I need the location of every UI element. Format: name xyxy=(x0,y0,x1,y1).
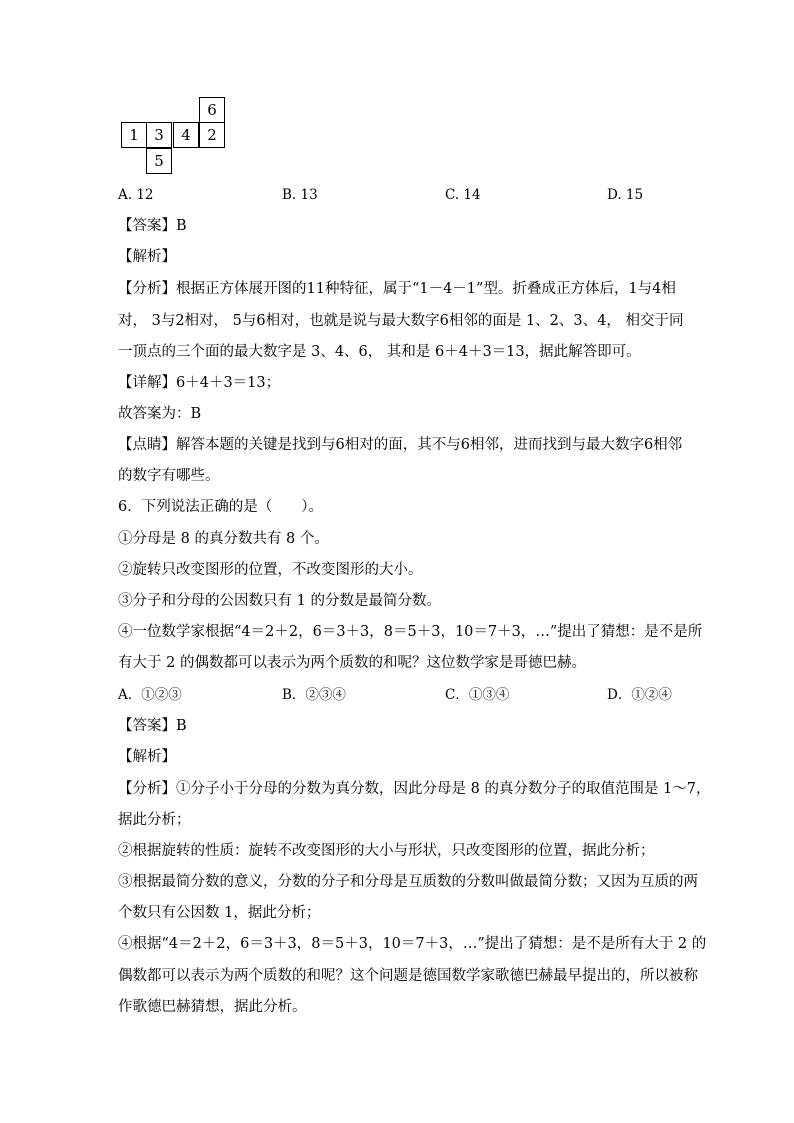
q6-fenxi-2: ②根据旋转的性质：旋转不改变图形的大小与形状，只改变图形的位置，据此分析； xyxy=(118,843,655,859)
q5-analysis-title: 【解析】 xyxy=(118,249,176,265)
net-cell-4: 2 xyxy=(199,122,225,148)
q5-answer: 【答案】B xyxy=(118,218,187,234)
q5-dianjing-line-2: 的数字有哪些。 xyxy=(118,468,220,484)
q6-fenxi-4-line-2: 偶数都可以表示为两个质数的和呢？这个问题是德国数学家歌德巴赫最早提出的，所以被称 xyxy=(118,968,698,984)
q6-fenxi-4-line-1: ④根据“4＝2＋2，6＝3＋3，8＝5＋3，10＝7＋3，…”提出了猜想：是不是所有大于 2 的 xyxy=(118,936,707,952)
q5-option-a: A. 12 xyxy=(118,187,154,203)
q6-fenxi-3-line-1: ③根据最简分数的意义，分数的分子和分母是互质数的分数叫做最简分数；又因为互质的两 xyxy=(118,874,698,890)
q6-statement-2: ②旋转只改变图形的位置，不改变图形的大小。 xyxy=(118,562,423,578)
q5-fenxi-line-2: 对， 3与2相对， 5与6相对，也就是说与最大数字6相邻的面是 1、2、3、4， 相交于同 xyxy=(118,313,684,329)
q5-final-answer: 故答案为：B xyxy=(118,406,202,422)
q6-statement-1: ①分母是 8 的真分数共有 8 个。 xyxy=(118,531,329,547)
q6-answer: 【答案】B xyxy=(118,718,187,734)
q5-dianjing-line-1: 【点睛】解答本题的关键是找到与6相对的面，其不与6相邻，进而找到与最大数字6相邻 xyxy=(118,437,683,453)
q5-detail: 【详解】6＋4＋3＝13； xyxy=(118,375,281,391)
q5-option-c: C. 14 xyxy=(445,187,481,203)
net-cell-3: 4 xyxy=(173,122,199,148)
q5-fenxi-line-3: 一顶点的三个面的最大数字是 3、4、6， 其和是 6＋4＋3＝13，据此解答即可。 xyxy=(118,344,641,360)
q6-option-b: B．②③④ xyxy=(282,687,346,703)
q6-fenxi-1-line-1: 【分析】①分子小于分母的分数为真分数，因此分母是 8 的真分数分子的取值范围是 1～7， xyxy=(118,781,711,797)
q6-fenxi-1-line-2: 据此分析； xyxy=(118,812,191,828)
q6-option-a: A．①②③ xyxy=(118,687,182,703)
q6-option-c: C．①③④ xyxy=(445,687,510,703)
net-cell-top: 6 xyxy=(199,97,225,123)
q6-fenxi-4-line-3: 作歌德巴赫猜想，据此分析。 xyxy=(118,999,307,1015)
q6-statement-4-line-2: 有大于 2 的偶数都可以表示为两个质数的和呢？这位数学家是哥德巴赫。 xyxy=(118,655,586,671)
q6-statement-3: ③分子和分母的公因数只有 1 的分数是最简分数。 xyxy=(118,593,441,609)
net-cell-bottom: 5 xyxy=(146,148,172,174)
cube-net-figure xyxy=(118,97,238,179)
q5-option-b: B. 13 xyxy=(282,187,318,203)
q6-stem: 6．下列说法正确的是（ ）。 xyxy=(118,499,323,515)
q6-analysis-title: 【解析】 xyxy=(118,749,176,765)
q6-option-d: D．①②④ xyxy=(607,687,672,703)
q5-option-d: D. 15 xyxy=(607,187,644,203)
q6-fenxi-3-line-2: 个数只有公因数 1，据此分析； xyxy=(118,905,321,921)
q6-statement-4-line-1: ④一位数学家根据“4＝2＋2，6＝3＋3，8＝5＋3，10＝7＋3，…”提出了猜想：是不是所 xyxy=(118,624,703,640)
net-cell-2: 3 xyxy=(146,122,172,148)
net-cell-1: 1 xyxy=(121,122,147,148)
q5-fenxi-line-1: 【分析】根据正方体展开图的11种特征，属于“1－4－1”型。折叠成正方体后，1与4相 xyxy=(118,281,676,297)
